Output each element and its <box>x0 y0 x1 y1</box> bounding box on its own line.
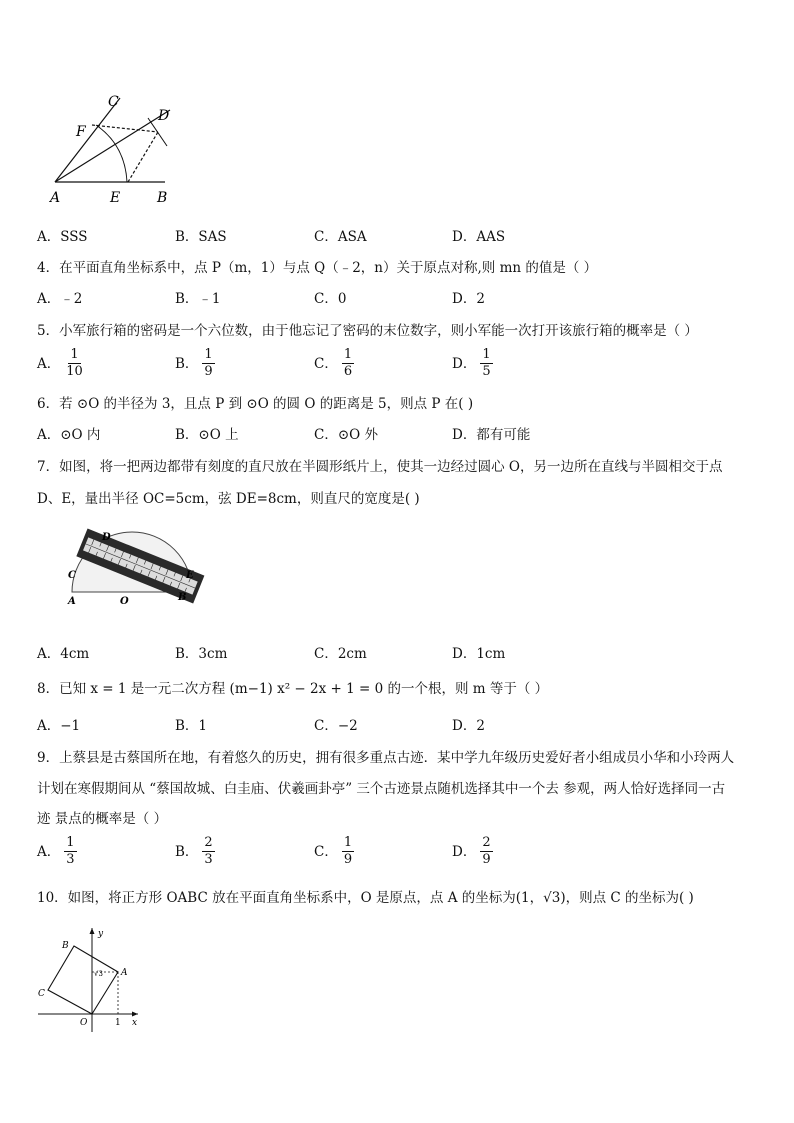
fig10-label-b: B <box>62 941 69 951</box>
q8-text: 8．已知 x = 1 是一元二次方程 (m−1) x² − 2x + 1 = 0 的一个根，则 m 等于（ ） <box>37 681 549 697</box>
fig1-label-a: A <box>50 190 61 206</box>
q4-option-c: C．0 <box>314 291 347 307</box>
fig10-label-c: C <box>38 989 45 999</box>
q8-option-d: D．2 <box>452 718 485 734</box>
fig10-label-o: O <box>80 1018 88 1028</box>
q9-text-line2: 计划在寒假期间从 “蔡国故城、白圭庙、伏羲画卦亭” 三个古迹景点随机选择其中一个去 参观，两人恰好选择同一古 <box>37 781 726 797</box>
q7-option-c: C．2cm <box>314 646 367 662</box>
q8-option-c: C．−2 <box>314 718 358 734</box>
fig7-label-c: C <box>68 570 76 581</box>
q7-option-a: A．4cm <box>37 646 90 662</box>
q4-option-b: B．﹣1 <box>175 291 221 307</box>
q5-option-b: B． $\frac{1}{9}$ <box>175 347 213 379</box>
angle-construction-figure <box>40 90 180 210</box>
q3-option-b: B．SAS <box>175 229 227 245</box>
q9-option-a-fraction: $\frac{1}{3}$ <box>66 835 75 867</box>
q9-option-c-fraction: $\frac{1}{9}$ <box>343 835 353 867</box>
fig1-label-d: D <box>158 108 170 124</box>
q5-option-d: D． $\frac{1}{5}$ <box>452 347 491 379</box>
square-coordinate-figure <box>34 924 144 1034</box>
q9-option-b-fraction: $\frac{2}{3}$ <box>204 835 213 867</box>
q7-text-line2: D、E，量出半径 OC=5cm，弦 DE=8cm，则直尺的宽度是( ) <box>37 491 420 507</box>
q5-option-d-fraction: $\frac{1}{5}$ <box>482 347 491 379</box>
q6-option-a: A．⊙O 内 <box>37 427 101 443</box>
fig10-label-one: 1 <box>115 1018 121 1028</box>
q9-text-line3: 迹 景点的概率是（ ） <box>37 811 168 827</box>
fig7-label-d: D <box>102 532 111 543</box>
q4-option-a: A．﹣2 <box>37 291 83 307</box>
fig10-label-a: A <box>121 968 128 978</box>
q6-option-b: B．⊙O 上 <box>175 427 239 443</box>
q5-option-c: C． $\frac{1}{6}$ <box>314 347 353 379</box>
q5-option-a: A． $\frac{1}{10}$ <box>37 347 83 379</box>
q9-option-b: B． $\frac{2}{3}$ <box>175 835 213 867</box>
q9-option-d: D． $\frac{2}{9}$ <box>452 835 491 867</box>
fig1-label-b: B <box>157 190 168 206</box>
q8-option-a: A．−1 <box>37 718 81 734</box>
ruler-semicircle-figure <box>60 528 210 623</box>
q4-text: 4．在平面直角坐标系中，点 P（m，1）与点 Q（﹣2，n）关于原点对称,则 mn 的值是（ ） <box>37 260 598 276</box>
q10-text: 10．如图，将正方形 OABC 放在平面直角坐标系中，O 是原点，点 A 的坐标为(1，√3)，则点 C 的坐标为( ) <box>37 890 694 906</box>
q9-option-c: C． $\frac{1}{9}$ <box>314 835 353 867</box>
fig1-label-c: C <box>108 94 119 110</box>
q7-option-d: D．1cm <box>452 646 506 662</box>
q5-option-c-fraction: $\frac{1}{6}$ <box>343 347 353 379</box>
fig10-label-y: y <box>98 929 104 939</box>
q3-option-c: C．ASA <box>314 229 367 245</box>
q3-option-d: D．AAS <box>452 229 506 245</box>
q5-option-b-fraction: $\frac{1}{9}$ <box>204 347 213 379</box>
q9-option-d-fraction: $\frac{2}{9}$ <box>482 835 491 867</box>
q6-text: 6．若 ⊙O 的半径为 3，且点 P 到 ⊙O 的圆 O 的距离是 5，则点 P 在( ) <box>37 396 474 412</box>
q3-option-a: A．SSS <box>37 229 88 245</box>
fig1-label-f: F <box>76 124 86 140</box>
q5-text: 5．小军旅行箱的密码是一个六位数，由于他忘记了密码的末位数字，则小军能一次打开该旅行箱的概率是（ ） <box>37 323 698 339</box>
fig7-label-a: A <box>68 596 76 607</box>
fig10-label-sqrt3: √3 <box>94 970 103 978</box>
q9-option-a: A． $\frac{1}{3}$ <box>37 835 75 867</box>
q6-option-d: D．都有可能 <box>452 427 531 443</box>
q4-option-d: D．2 <box>452 291 485 307</box>
q7-text-line1: 7．如图，将一把两边都带有刻度的直尺放在半圆形纸片上，使其一边经过圆心 O，另一边所在直线与半圆相交于点 <box>37 459 723 475</box>
fig7-label-o: O <box>120 596 129 607</box>
fig7-label-e: E <box>186 570 194 581</box>
q5-option-a-fraction: $\frac{1}{10}$ <box>66 347 83 379</box>
q9-text-line1: 9．上蔡县是古蔡国所在地，有着悠久的历史，拥有很多重点古迹．某中学九年级历史爱好者小组成员小华和小玲两人 <box>37 750 735 766</box>
fig1-label-e: E <box>110 190 121 206</box>
q7-option-b: B．3cm <box>175 646 228 662</box>
q6-option-c: C．⊙O 外 <box>314 427 378 443</box>
q8-option-b: B．1 <box>175 718 208 734</box>
fig7-label-b: B <box>178 592 187 603</box>
fig10-label-x: x <box>132 1018 138 1028</box>
